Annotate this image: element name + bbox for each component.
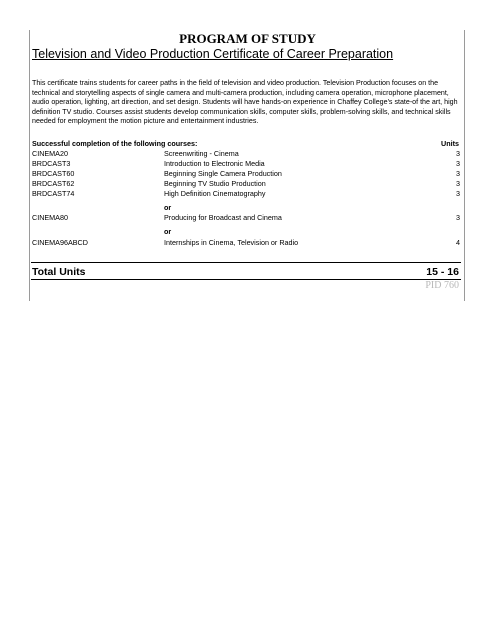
program-title: Television and Video Production Certificate of Career Preparation <box>32 47 394 61</box>
course-title: Internships in Cinema, Television or Radio <box>164 238 299 247</box>
course-units: 3 <box>456 213 460 222</box>
course-title: Introduction to Electronic Media <box>164 159 265 168</box>
course-row <box>32 169 460 179</box>
course-code: BRDCAST74 <box>32 189 75 198</box>
course-units: 3 <box>456 189 460 198</box>
total-units-label: Total Units <box>32 266 86 278</box>
course-title: Producing for Broadcast and Cinema <box>164 213 282 222</box>
pid-label: PID 760 <box>425 280 459 291</box>
course-row <box>32 149 460 159</box>
course-code: CINEMA96ABCD <box>32 238 88 247</box>
course-code: CINEMA20 <box>32 149 68 158</box>
courses-header-units: Units <box>441 139 459 148</box>
course-row <box>32 179 460 189</box>
divider <box>31 262 461 263</box>
course-code: BRDCAST3 <box>32 159 71 168</box>
course-units: 3 <box>456 169 460 178</box>
course-title: Beginning Single Camera Production <box>164 169 282 178</box>
course-title: Screenwriting - Cinema <box>164 149 239 158</box>
or-separator: or <box>164 227 172 236</box>
course-code: CINEMA80 <box>32 213 68 222</box>
total-units-value: 15 - 16 <box>426 266 459 278</box>
course-code: BRDCAST62 <box>32 179 75 188</box>
courses-header-label: Successful completion of the following courses: <box>32 139 198 148</box>
course-units: 3 <box>456 159 460 168</box>
course-row <box>32 159 460 169</box>
course-units: 3 <box>456 149 460 158</box>
course-title: High Definition Cinematography <box>164 189 266 198</box>
divider <box>31 279 461 280</box>
course-row <box>32 238 460 248</box>
program-description: This certificate trains students for career paths in the field of television and video production. Television Production focuses on the technical and storytelling aspects of single camera and multi-camera production, including camera operation, microphone placement, audio operation, lighting, art direction, and set design. Students will have hands-on experience in Chaffey College's state-of the art, high definition TV studio. Courses assist students develop communication skills, computer skills, problem-solving skills, and technical skills needed for employment the motion picture and entertainment industries. <box>32 79 458 126</box>
course-units: 3 <box>456 179 460 188</box>
course-row <box>32 213 460 223</box>
course-code: BRDCAST60 <box>32 169 75 178</box>
course-title: Beginning TV Studio Production <box>164 179 266 188</box>
page-heading: PROGRAM OF STUDY <box>179 31 316 46</box>
course-units: 4 <box>456 238 460 247</box>
course-row <box>32 189 460 199</box>
or-separator: or <box>164 203 172 212</box>
